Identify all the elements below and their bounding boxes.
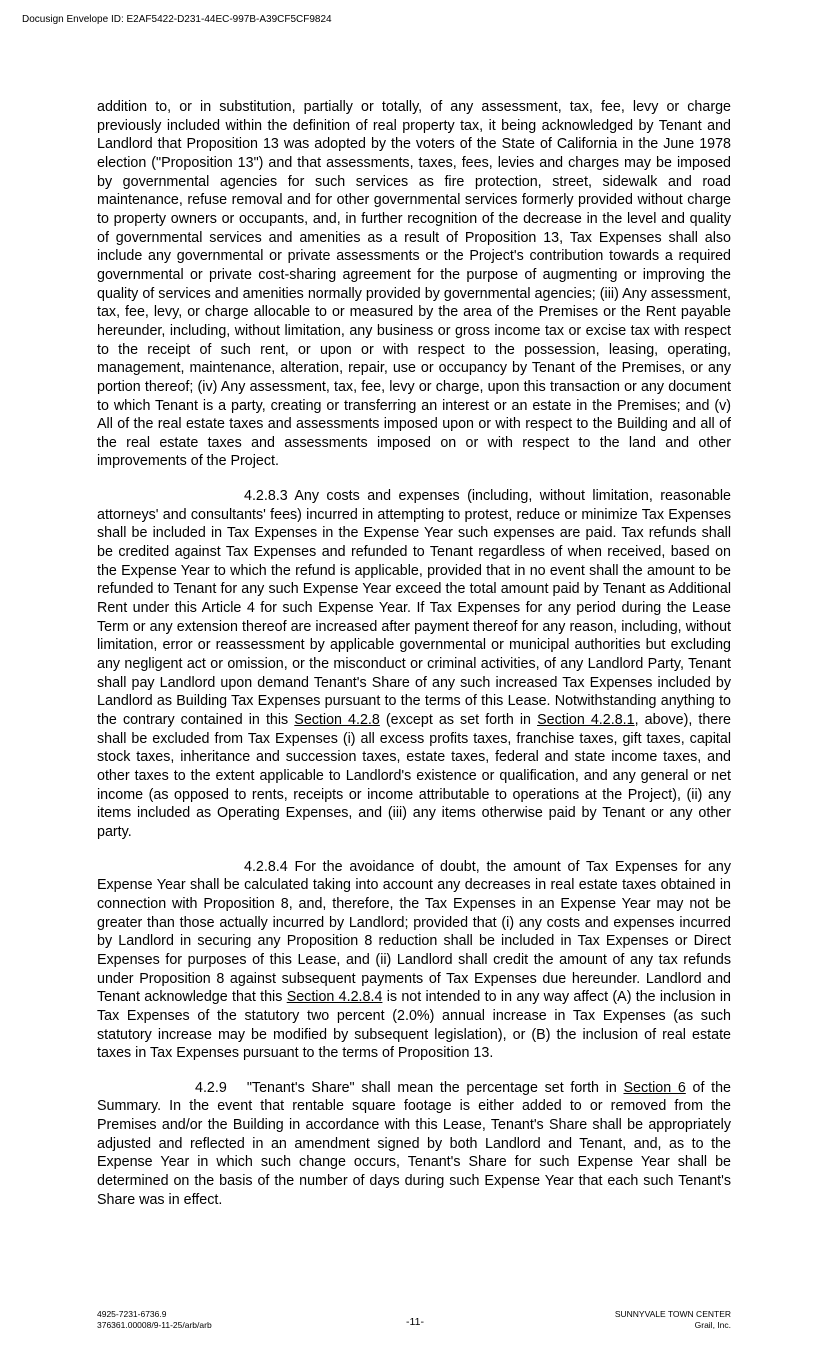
footer-project-info xyxy=(615,1309,731,1331)
section-reference: Section 4.2.8.1 xyxy=(537,712,635,728)
paragraph-4-2-8-3 xyxy=(97,487,731,841)
paragraph-text: 4.2.8.4 For the avoidance of doubt, the amount of Tax Expenses for any Expense Year shall be calculated taking into account any decreases in real estate taxes obtained in connection with Proposition 8, and, therefore, the Tax Expenses in an Expense Year may not be greater than those actually incurred by Landlord; provided that (i) any costs and expenses incurred by Landlord in securing any Proposition 8 reduction shall be included in Tax Expenses or Direct Expenses for purposes of this Lease, and (ii) Landlord shall credit the amount of any tax refunds under Proposition 8 against subsequent payments of Tax Expenses due hereunder. Landlord and Tenant acknowledge that this xyxy=(97,858,731,1006)
footer-doc-number: 4925-7231-6736.9 xyxy=(97,1309,167,1319)
paragraph-text: , above), there shall be excluded from Tax Expenses (i) all excess profits taxes, franchise taxes, gift taxes, capital stock taxes, inheritance and succession taxes, estate taxes, federal and state income taxes, and other taxes to the extent applicable to Landlord's existence or qualification, and any general or net income (as opposed to rents, receipts or income attributable to operations at the Project), (ii) any items included as Operating Expenses, and (iii) any items otherwise paid by Tenant or any other party. xyxy=(97,712,731,840)
paragraph-4-2-9 xyxy=(97,1079,731,1210)
footer-tenant-name: Grail, Inc. xyxy=(694,1320,731,1330)
section-reference: Section 4.2.8.4 xyxy=(286,989,383,1006)
envelope-id: Docusign Envelope ID: E2AF5422-D231-44EC-997B-A39CF5CF9824 xyxy=(22,14,332,25)
paragraph-text: addition to, or in substitution, partially or totally, of any assessment, tax, fee, levy or charge previously included within the definition of real property tax, it being acknowledged by Tenant and Landlord that Proposition 13 was adopted by the voters of the State of California in the June 1978 election ("Proposition 13") and that assessments, taxes, fees, levies and charges may be imposed by governmental agencies for such services as fire protection, street, sidewalk and road maintenance, refuse removal and for other governmental services formerly provided without charge to property owners or occupants, and, in further recognition of the decrease in the level and quality of governmental services and amenities as a result of Proposition 13, Tax Expenses shall also include any governmental or private assessments or the Project's contribution towards a required governmental or private cost-sharing agreement for the purpose of augmenting or improving the quality of services and amenities normally provided by governmental agencies; (iii) Any assessment, tax, fee, levy, or charge allocable to or measured by the area of the Premises or the Rent payable hereunder, including, without limitation, any business or gross income tax or excise tax with respect to the receipt of such rent, or upon or with respect to the possession, leasing, operating, management, maintenance, alteration, repair, use or occupancy by Tenant of the Premises, or any portion thereof; (iv) Any assessment, tax, fee, levy or charge, upon this transaction or any document to which Tenant is a party, creating or transferring an interest or an estate in the Premises; and (v) All of the real estate taxes and assessments imposed upon or with respect to the Building and all of the real estate taxes and assessments imposed on or with respect to the land and other improvements of the Project. xyxy=(97,99,731,470)
paragraph-text: 4.2.9 "Tenant's Share" shall mean the percentage set forth in xyxy=(195,1079,624,1096)
paragraph-4-2-8-4 xyxy=(97,858,731,1063)
paragraph-text: (except as set forth in xyxy=(379,712,538,728)
paragraph-tax-definition-continued xyxy=(97,98,731,471)
section-reference: Section 6 xyxy=(623,1079,686,1096)
section-reference: Section 4.2.8 xyxy=(294,712,380,728)
footer-project-name: SUNNYVALE TOWN CENTER xyxy=(614,1309,731,1319)
paragraph-text: 4.2.8.3 Any costs and expenses (including, without limitation, reasonable attorneys' and consultants' fees) incurred in attempting to protest, reduce or minimize Tax Expenses shall be included in Tax Expenses in the Expense Year such expenses are paid. Tax refunds shall be credited against Tax Expenses and refunded to Tenant regardless of when received, based on the Expense Year to which the refund is applicable, provided that in no event shall the amount to be refunded to Tenant for any such Expense Year exceed the total amount paid by Tenant as Additional Rent under this Article 4 for such Expense Year. If Tax Expenses for any period during the Lease Term or any extension thereof are increased after payment thereof for any reason, including, without limitation, error or reassessment by applicable governmental or municipal authorities but excluding any negligent act or omission, or the misconduct or criminal activities, of any Landlord Party, Tenant shall pay Landlord upon demand Tenant's Share of any such increased Tax Expenses included by Landlord as Building Tax Expenses pursuant to the terms of this Lease. Notwithstanding anything to the contrary contained in this xyxy=(97,488,731,728)
paragraph-text: of the Summary. In the event that rentable square footage is either added to or removed from the Premises and/or the Building in accordance with this Lease, Tenant's Share shall be appropriately adjusted and reflected in an amendment signed by both Landlord and Tenant, and, as to the Expense Year in which such change occurs, Tenant's Share for such Expense Year shall be determined on the basis of the number of days during such Expense Year that each such Tenant's Share was in effect. xyxy=(97,1079,731,1208)
document-body xyxy=(97,98,731,1225)
page-number: -11- xyxy=(406,1316,424,1328)
paragraph-text: is not intended to in any way affect (A) the inclusion in Tax Expenses of the statutory two percent (2.0%) annual increase in Tax Expenses (as such statutory increase may be modified by subsequent legislation), or (B) the inclusion of real estate taxes in Tax Expenses pursuant to the terms of Proposition 13. xyxy=(97,989,731,1062)
footer-matter-number: 376361.00008/9-11-25/arb/arb xyxy=(97,1320,212,1330)
footer-document-ids xyxy=(97,1309,212,1331)
